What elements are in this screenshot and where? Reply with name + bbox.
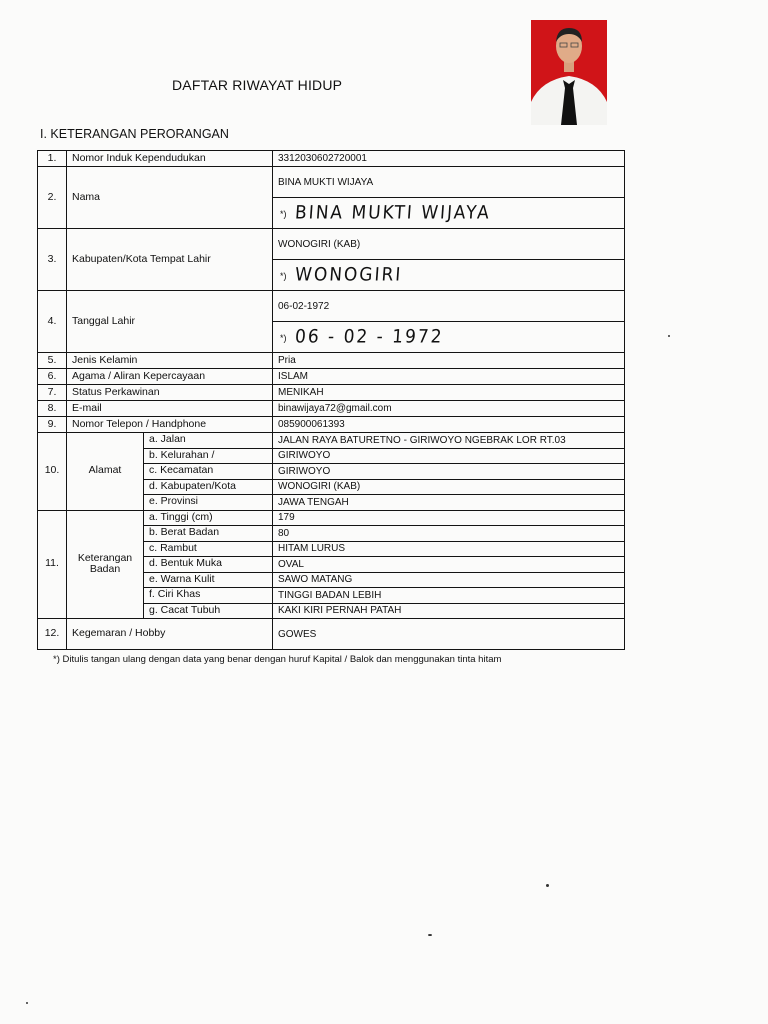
- row-label: Tanggal Lahir: [67, 291, 273, 353]
- table-row: 1. Nomor Induk Kependudukan 3312030602720001: [38, 151, 625, 167]
- row-label: E-mail: [67, 401, 273, 417]
- row-label: Kegemaran / Hobby: [67, 619, 273, 650]
- table-row: e. Provinsi JAWA TENGAH: [38, 495, 625, 511]
- section-heading: I. KETERANGAN PERORANGAN: [40, 127, 229, 141]
- document-title: DAFTAR RIWAYAT HIDUP: [172, 77, 343, 93]
- table-row: b. Berat Badan 80: [38, 526, 625, 542]
- row-label: Agama / Aliran Kepercayaan: [67, 369, 273, 385]
- table-row: b. Kelurahan / GIRIWOYO: [38, 448, 625, 464]
- table-row: 10. Alamat a. Jalan JALAN RAYA BATURETNO - GIRIWOYO NGEBRAK LOR RT.03: [38, 433, 625, 449]
- profile-photo: [531, 20, 607, 125]
- row-label: Keterangan Badan: [67, 510, 144, 619]
- table-row: 11. Keterangan Badan a. Tinggi (cm) 179: [38, 510, 625, 526]
- nama-value: BINA MUKTI WIJAYA: [273, 167, 625, 198]
- nik-value: 3312030602720001: [273, 151, 625, 167]
- table-row: 5. Jenis Kelamin Pria: [38, 353, 625, 369]
- table-row: 2. Nama BINA MUKTI WIJAYA: [38, 167, 625, 198]
- table-row: 9. Nomor Telepon / Handphone 085900061393: [38, 417, 625, 433]
- personal-data-table: [37, 150, 625, 650]
- scan-speck: [546, 884, 549, 887]
- table-row: 12. Kegemaran / Hobby GOWES: [38, 619, 625, 650]
- table-row: e. Warna Kulit SAWO MATANG: [38, 572, 625, 588]
- table-row: 3. Kabupaten/Kota Tempat Lahir WONOGIRI (KAB): [38, 229, 625, 260]
- row-label: Nomor Telepon / Handphone: [67, 417, 273, 433]
- row-label: Kabupaten/Kota Tempat Lahir: [67, 229, 273, 291]
- table-row: 8. E-mail binawijaya72@gmail.com: [38, 401, 625, 417]
- table-row: f. Ciri Khas TINGGI BADAN LEBIH: [38, 588, 625, 604]
- scan-speck: [26, 1002, 28, 1004]
- table-row: 7. Status Perkawinan MENIKAH: [38, 385, 625, 401]
- row-label: Jenis Kelamin: [67, 353, 273, 369]
- hobby-value: GOWES: [273, 619, 625, 650]
- nama-handwritten: *) BINA MUKTI WIJAYA: [273, 198, 625, 229]
- table-row: c. Kecamatan GIRIWOYO: [38, 464, 625, 480]
- scan-speck: [428, 934, 432, 936]
- tempat-lahir-value: WONOGIRI (KAB): [273, 229, 625, 260]
- scan-speck: [668, 335, 670, 337]
- table-row: d. Bentuk Muka OVAL: [38, 557, 625, 573]
- tanggal-lahir-handwritten: *) 06 - 02 - 1972: [273, 322, 625, 353]
- footnote: *) Ditulis tangan ulang dengan data yang benar dengan huruf Kapital / Balok dan menggunakan tinta hitam: [53, 654, 502, 665]
- table-row: c. Rambut HITAM LURUS: [38, 541, 625, 557]
- row-label: Alamat: [67, 433, 144, 511]
- table-row: 6. Agama / Aliran Kepercayaan ISLAM: [38, 369, 625, 385]
- tempat-lahir-handwritten: *) WONOGIRI: [273, 260, 625, 291]
- table-row: g. Cacat Tubuh KAKI KIRI PERNAH PATAH: [38, 603, 625, 619]
- row-label: Nama: [67, 167, 273, 229]
- tanggal-lahir-value: 06-02-1972: [273, 291, 625, 322]
- table-row: d. Kabupaten/Kota WONOGIRI (KAB): [38, 479, 625, 495]
- row-label: Status Perkawinan: [67, 385, 273, 401]
- email-value: binawijaya72@gmail.com: [273, 401, 625, 417]
- row-label: Nomor Induk Kependudukan: [67, 151, 273, 167]
- table-row: 4. Tanggal Lahir 06-02-1972: [38, 291, 625, 322]
